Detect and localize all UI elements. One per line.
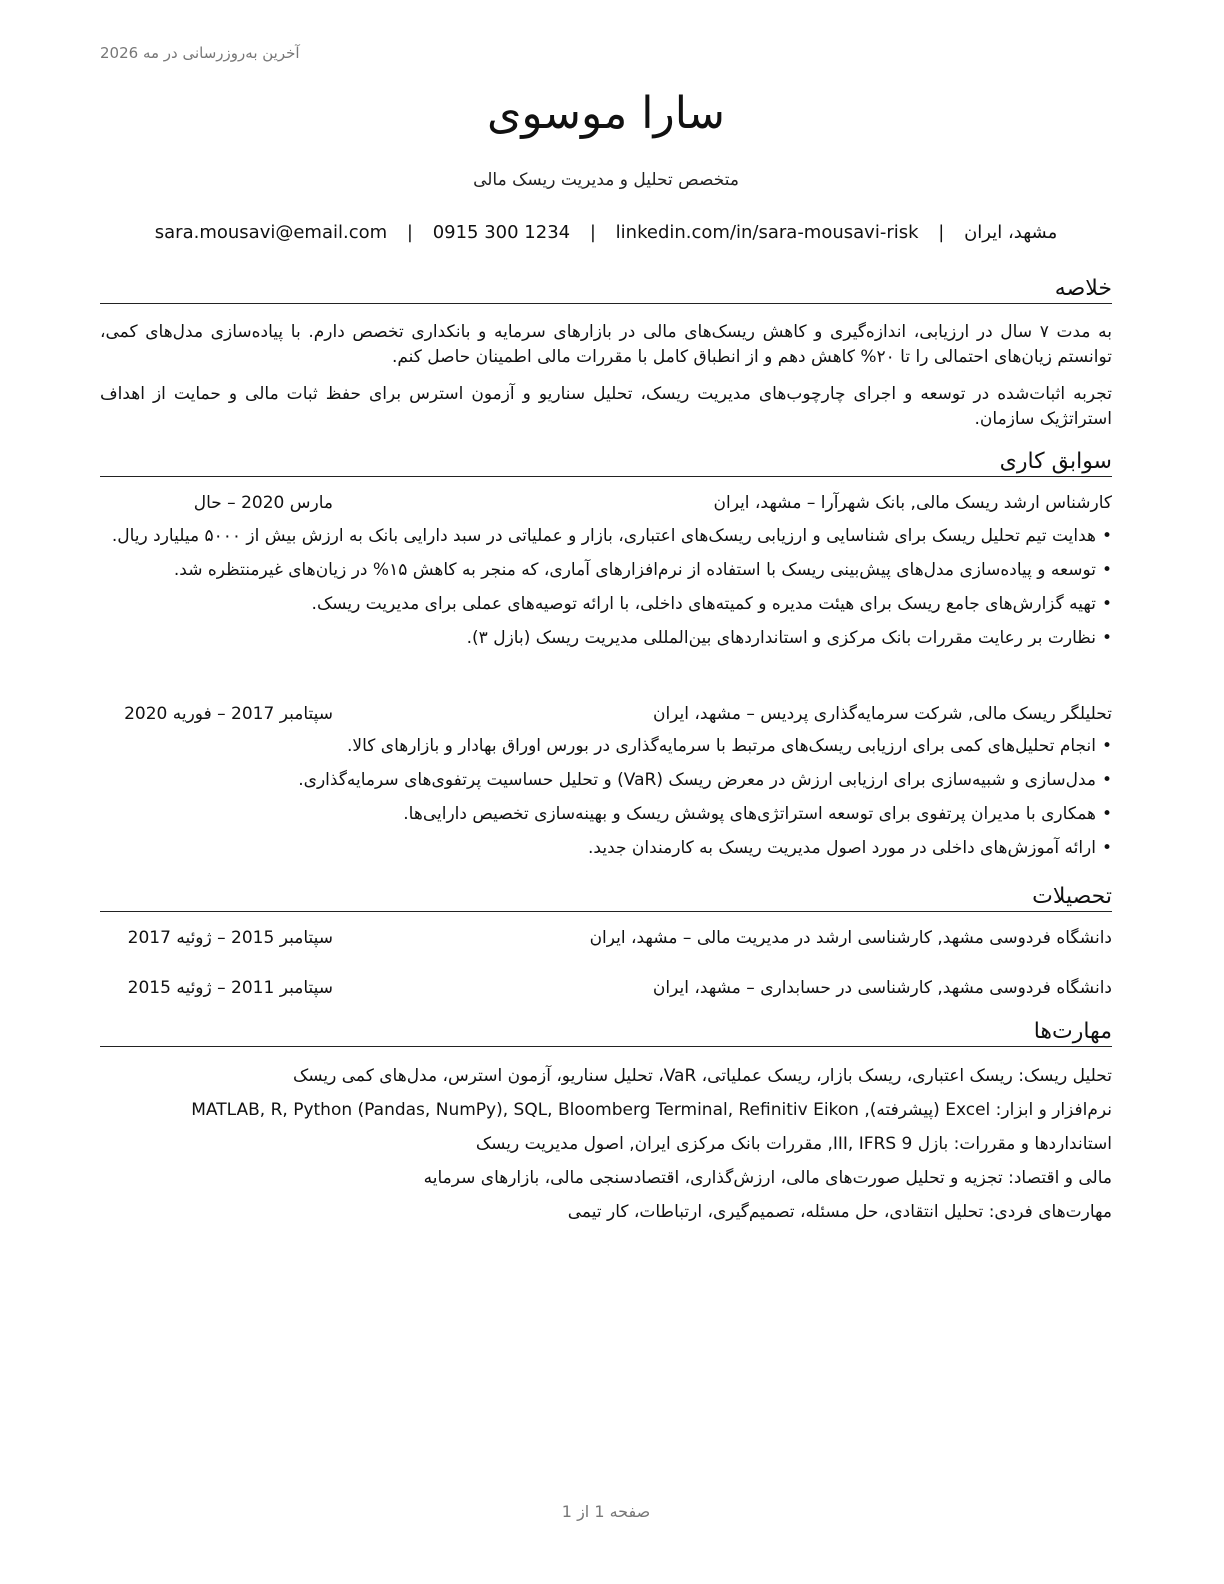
list-item: • مدل‌سازی و شبیه‌سازی برای ارزیابی ارزش در معرض ریسک (VaR) و تحلیل حساسیت پرتفوی‌های سرمایه‌گذاری. (100, 768, 1112, 793)
list-item: • ارائه آموزش‌های داخلی در مورد اصول مدیریت ریسک به کارمندان جدید. (100, 836, 1112, 861)
location: مشهد، ایران (964, 222, 1058, 243)
job-date: مارس 2020 – حال (193, 493, 333, 513)
section-heading-summary: خلاصه (100, 276, 1112, 304)
email-link[interactable]: sara.mousavi@email.com (154, 222, 388, 243)
skill-line: تحلیل ریسک: ریسک اعتباری، ریسک بازار، ریسک عملیاتی، VaR، تحلیل سناریو، آزمون استرس، مدل‌های کمی ریسک (293, 1066, 1112, 1086)
job-entry-1 (100, 493, 1112, 517)
section-heading-education: تحصیلات (100, 884, 1112, 912)
skill-line: نرم‌افزار و ابزار: Excel (پیشرفته), MATLAB, R, Python (Pandas, NumPy), SQL, Bloomberg Terminal, Refinitiv Eikon (191, 1100, 1112, 1120)
job-bullets-2 (100, 734, 1112, 870)
job-entry-2 (100, 704, 1112, 728)
last-updated: آخرین به‌روزرسانی در مه 2026 (100, 44, 300, 62)
list-item: • انجام تحلیل‌های کمی برای ارزیابی ریسک‌های مرتبط با سرمایه‌گذاری در بورس اوراق بهادار و بازارهای کالا. (100, 734, 1112, 759)
job-bullets-1 (100, 524, 1112, 660)
education-degree: دانشگاه فردوسی مشهد, کارشناسی در حسابداری – مشهد، ایران (652, 978, 1112, 998)
skill-line: استانداردها و مقررات: بازل III, IFRS 9, مقررات بانک مرکزی ایران, اصول مدیریت ریسک (475, 1134, 1112, 1154)
education-entry-1 (100, 928, 1112, 952)
skill-line: مهارت‌های فردی: تحلیل انتقادی، حل مسئله، تصمیم‌گیری، ارتباطات، کار تیمی (567, 1202, 1112, 1222)
page-number: صفحه 1 از 1 (561, 1502, 651, 1521)
summary-paragraph-2: تجربه اثبات‌شده در توسعه و اجرای چارچوب‌های مدیریت ریسک، تحلیل سناریو و آزمون استرس برای حفظ ثبات مالی و حمایت از اهداف استراتژیک سازمان. (100, 384, 1112, 429)
linkedin-link[interactable]: linkedin.com/in/sara-mousavi-risk (615, 222, 919, 243)
separator: | (938, 222, 945, 243)
summary-paragraph-1: به مدت ۷ سال در ارزیابی، اندازه‌گیری و کاهش ریسک‌های مالی در بازارهای سرمایه و بانکداری تخصص دارم. با پیاده‌سازی مدل‌های کمی، توانستم زیان‌های احتمالی را تا ۲۰% کاهش دهم و از انطباق کامل با مقررات مالی اطمینان حاصل کنم. (100, 322, 1112, 367)
job-title: متخصص تحلیل و مدیریت ریسک مالی (473, 170, 739, 190)
phone-number: 0915 300 1234 (432, 222, 571, 243)
education-degree: دانشگاه فردوسی مشهد, کارشناسی ارشد در مدیریت مالی – مشهد، ایران (589, 928, 1112, 948)
list-item: • توسعه و پیاده‌سازی مدل‌های پیش‌بینی ریسک با استفاده از نرم‌افزارهای آماری، که منجر به کاهش ۱۵% در زیان‌های غیرمنتظره شد. (100, 558, 1112, 583)
list-item: • نظارت بر رعایت مقررات بانک مرکزی و استانداردهای بین‌المللی مدیریت ریسک (بازل ۳). (100, 626, 1112, 651)
education-entry-2 (100, 978, 1112, 1002)
education-date: سپتامبر 2011 – ژوئیه 2015 (127, 978, 333, 998)
contact-line (100, 222, 1112, 243)
job-role: تحلیلگر ریسک مالی, شرکت سرمایه‌گذاری پردیس – مشهد، ایران (652, 704, 1112, 724)
resume-page (100, 0, 1112, 1584)
person-name: سارا موسوی (486, 88, 726, 139)
education-date: سپتامبر 2015 – ژوئیه 2017 (127, 928, 333, 948)
list-item: • هدایت تیم تحلیل ریسک برای شناسایی و ارزیابی ریسک‌های اعتباری، بازار و عملیاتی در سبد دارایی بانک به ارزش بیش از ۵۰۰۰ میلیارد ریال. (100, 524, 1112, 549)
section-heading-experience: سوابق کاری (100, 449, 1112, 477)
separator: | (406, 222, 413, 243)
list-item: • همکاری با مدیران پرتفوی برای توسعه استراتژی‌های پوشش ریسک و بهینه‌سازی تخصیص دارایی‌ها. (100, 802, 1112, 827)
skill-line: مالی و اقتصاد: تجزیه و تحلیل صورت‌های مالی، ارزش‌گذاری، اقتصادسنجی مالی، بازارهای سرمایه (423, 1168, 1112, 1188)
job-role: کارشناس ارشد ریسک مالی, بانک شهرآرا – مشهد، ایران (713, 493, 1112, 513)
section-heading-skills: مهارت‌ها (100, 1019, 1112, 1047)
separator: | (589, 222, 596, 243)
list-item: • تهیه گزارش‌های جامع ریسک برای هیئت مدیره و کمیته‌های داخلی، با ارائه توصیه‌های عملی برای مدیریت ریسک. (100, 592, 1112, 617)
job-date: سپتامبر 2017 – فوریه 2020 (124, 704, 333, 724)
